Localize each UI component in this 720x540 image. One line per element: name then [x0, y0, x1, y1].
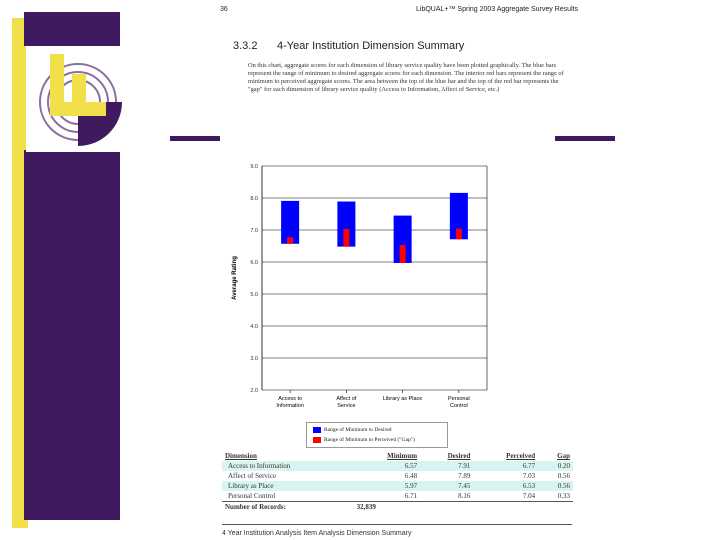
cell-perceived: 7.03 [522, 472, 536, 480]
cell-desired: 7.89 [458, 472, 471, 480]
bar-perceived-range [456, 229, 462, 240]
legend-item-desired [313, 426, 392, 434]
x-tick-label: Control [450, 403, 468, 409]
bar-perceived-range [287, 237, 293, 243]
section-title: 4-Year Institution Dimension Summary [277, 40, 465, 52]
x-tick-label: Affect of [336, 396, 357, 402]
cell-dimension: Library as Place [222, 481, 354, 491]
cell-perceived: 6.53 [473, 481, 538, 491]
bar-desired-range [281, 201, 299, 244]
y-tick-label: 5.0 [250, 292, 258, 298]
y-tick-label: 9.0 [250, 164, 258, 170]
cell-dimension: Access to Information [222, 461, 354, 471]
cell-minimum: 6.48 [404, 472, 418, 480]
x-tick-label: Information [276, 403, 304, 409]
table-header-row [222, 451, 573, 461]
y-tick-label: 7.0 [250, 228, 258, 234]
x-tick-label: Personal [448, 396, 470, 402]
libqual-logo-icon [26, 44, 126, 154]
col-header-desired: Desired [447, 452, 471, 460]
total-value: 32,839 [354, 502, 420, 513]
bar-perceived-range [400, 245, 406, 263]
y-tick-label: 8.0 [250, 196, 258, 202]
cell-gap: 0.56 [557, 472, 570, 480]
dimension-summary-chart [222, 158, 498, 410]
cell-minimum: 6.57 [354, 461, 420, 471]
footer-divider [222, 524, 572, 525]
purple-divider-right [555, 136, 615, 141]
cell-desired: 8.16 [458, 492, 471, 500]
total-empty-cell [473, 502, 538, 513]
total-empty-cell [538, 502, 573, 513]
running-title: LibQUAL+™ Spring 2003 Aggregate Survey Results [416, 6, 579, 13]
col-header-minimum: Minimum [387, 452, 418, 460]
intro-paragraph: On this chart, aggregate scores for each dimension of library service quality have been plotted graphically. The blue bars represent the range of minimum to desired aggregate scores for each dimension. The interior red bars represent the range of minimum to perceived aggregate scores. The area between the top of the blue bar and the top of the red bar represents the "gap" for each dimension of library service quality (Access to Information, Affect of Service, etc.) [248, 62, 564, 93]
y-tick-label: 6.0 [250, 260, 258, 266]
col-header-gap: Gap [557, 452, 570, 460]
table-total-row [222, 502, 573, 513]
dimension-summary-table [222, 451, 573, 512]
y-tick-label: 4.0 [250, 324, 258, 330]
legend-swatch-perceived [313, 437, 321, 443]
purple-header-block [24, 12, 120, 46]
cell-perceived: 7.04 [522, 492, 536, 500]
chart-legend [306, 422, 448, 448]
col-header-perceived: Perceived [506, 452, 536, 460]
section-number: 3.3.2 [233, 40, 258, 52]
legend-item-perceived [313, 436, 415, 444]
page-number: 36 [220, 6, 228, 13]
footer-breadcrumb: 4 Year Institution Analysis Item Analysis Dimension Summary [222, 530, 412, 537]
y-tick-label: 2.0 [250, 388, 258, 394]
cell-desired: 7.45 [420, 481, 473, 491]
cell-gap: 0.33 [557, 492, 570, 500]
cell-gap: 0.20 [538, 461, 573, 471]
total-label: Number of Records: [222, 502, 354, 513]
col-header-dimension: Dimension [225, 452, 257, 460]
cell-minimum: 6.71 [404, 492, 418, 500]
purple-divider-left [170, 136, 220, 141]
table-row [222, 471, 573, 481]
table-row [222, 461, 573, 471]
x-tick-label: Access to [278, 396, 303, 402]
table-row [222, 481, 573, 491]
table-row [222, 491, 573, 502]
cell-gap: 0.56 [538, 481, 573, 491]
cell-dimension: Personal Control [228, 492, 276, 500]
legend-label-desired: Range of Minimum to Desired [324, 427, 392, 433]
y-tick-label: 3.0 [250, 356, 258, 362]
cell-dimension: Affect of Service [228, 472, 277, 480]
y-axis-label: Average Rating [232, 256, 238, 300]
cell-minimum: 5.97 [354, 481, 420, 491]
purple-sidebar-block [24, 150, 120, 520]
x-tick-label: Service [337, 403, 356, 409]
legend-label-perceived: Range of Minimum to Perceived ("Gap") [324, 437, 415, 443]
legend-swatch-desired [313, 427, 321, 433]
cell-desired: 7.91 [420, 461, 473, 471]
bar-perceived-range [343, 229, 349, 247]
total-empty-cell [420, 502, 473, 513]
cell-perceived: 6.77 [473, 461, 538, 471]
x-tick-label: Library as Place [382, 396, 423, 402]
